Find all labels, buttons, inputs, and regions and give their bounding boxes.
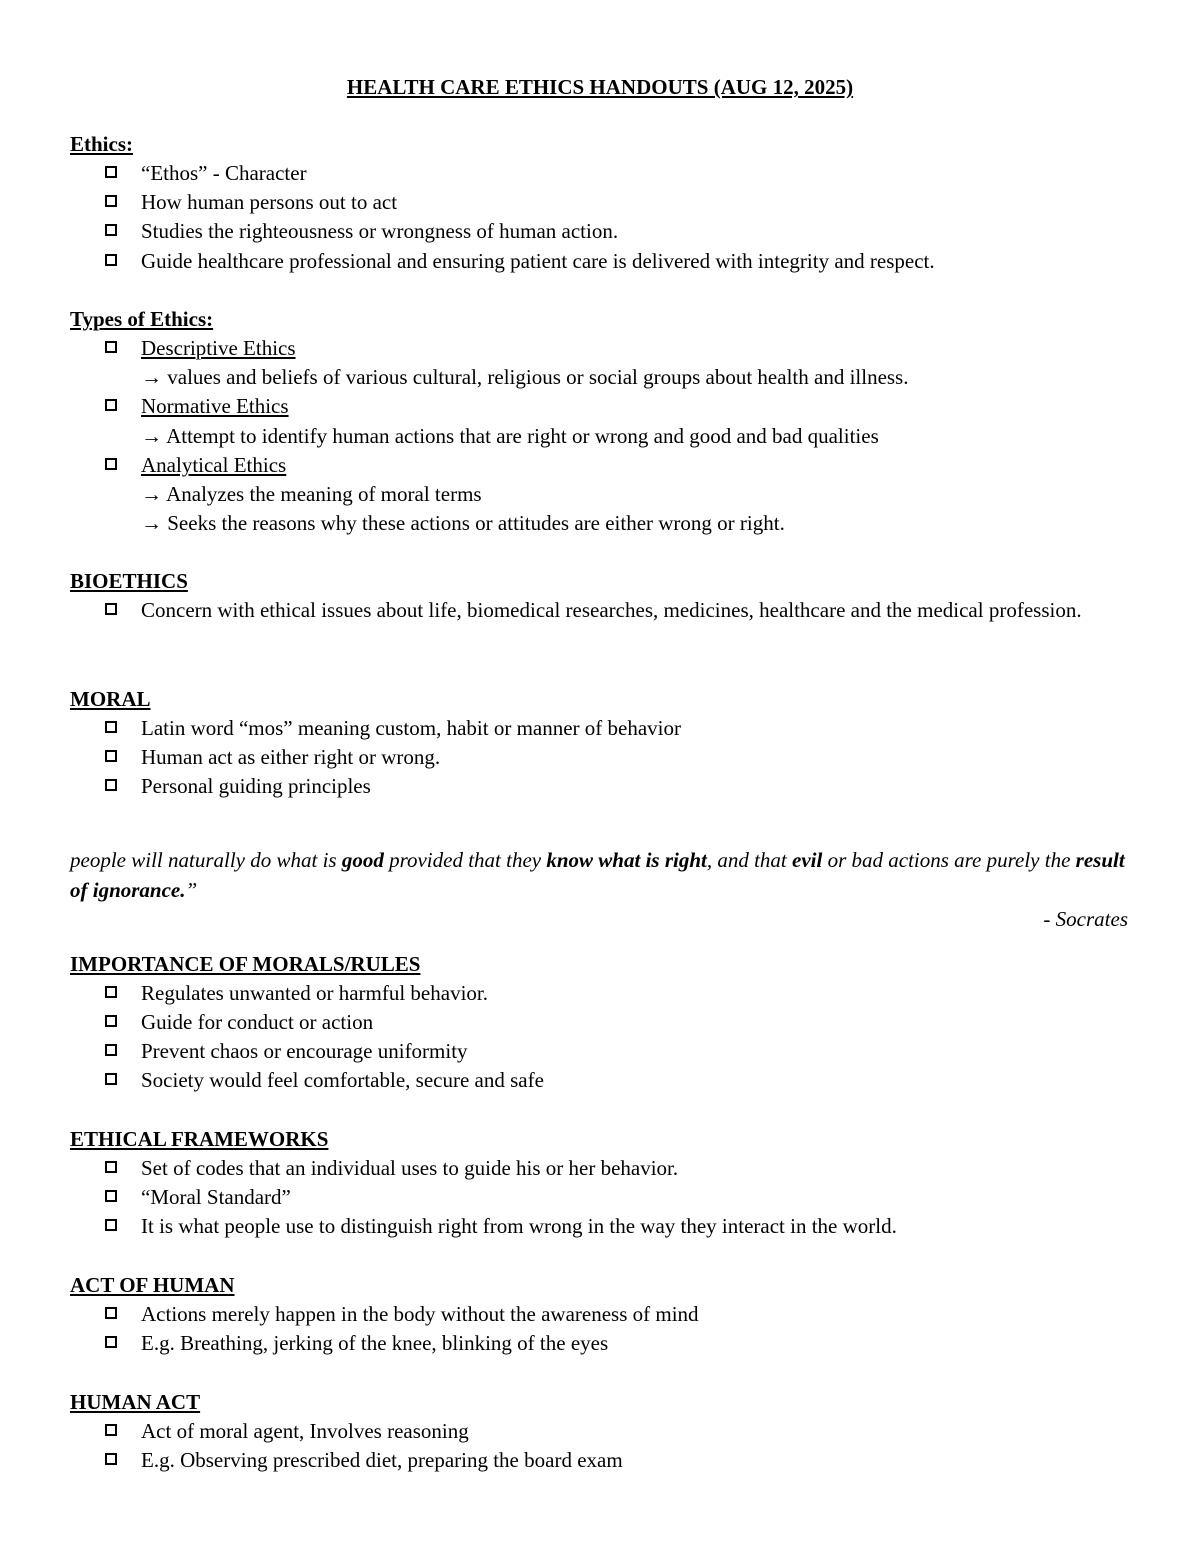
- handout-page: HEALTH CARE ETHICS HANDOUTS (AUG 12, 2025) Ethics: “Ethos” - Character How human persons out to act Studies the righteousness or wrongness of human action. Guide healthcare professional and ensuring patient care is delivered with integrity and respect. Types of Ethics: Descriptive Ethics → values and beliefs of various cultural, religious or social groups about health and illness. Normative Ethics → Attempt to identify human actions that are right or wrong and good and bad qualities Analytical Ethics → Analyzes the meaning of moral terms → Seeks the reasons why these actions or attitudes are either wrong or right. BIOETHICS Concern with ethical issues about life, biomedical researches, medicines, healthcare and the medical profession. MORAL Latin word “mos” meaning custom, habit or manner of behavior Human act as either right or wrong. Personal guiding principles people will naturally do what is good provided that they know what is right, and that evil or bad actions are purely the result of ignorance.” - Socrates IMPORTANCE OF MORALS/RULES Regulates unwanted or harmful behavior. Guide for conduct or action Prevent chaos or encourage uniformity Society would feel comfortable, secure and safe ETHICAL FRAMEWORKS Set of codes that an individual uses to guide his or her behavior. “Moral Standard” It is what people use to distinguish right from wrong in the way they interact in the world. ACT OF HUMAN Actions merely happen in the body without the awareness of mind E.g. Breathing, jerking of the knee, blinking of the eyes HUMAN ACT Act of moral agent, Involves reasoning E.g. Observing prescribed diet, preparing the board exam: [0, 0, 1200, 1553]
- checkbox-icon: [105, 603, 117, 615]
- checkbox-icon: [105, 1453, 117, 1465]
- checkbox-icon: [105, 750, 117, 762]
- socrates-quote: people will naturally do what is good provided that they know what is right, and that evil or bad actions are purely the result of ignorance.”: [70, 848, 1125, 902]
- checkbox-icon: [105, 721, 117, 733]
- section-heading-human-act: HUMAN ACT: [70, 1390, 201, 1414]
- section-heading-frameworks: ETHICAL FRAMEWORKS: [70, 1127, 329, 1151]
- checkbox-icon: [105, 224, 117, 236]
- checkbox-icon: [105, 1044, 117, 1056]
- checkbox-icon: [105, 1161, 117, 1173]
- sub-item: → Analyzes the meaning of moral terms: [141, 482, 482, 506]
- checkbox-icon: [105, 458, 117, 470]
- checkbox-icon: [105, 195, 117, 207]
- section-heading-act-of-human: ACT OF HUMAN: [70, 1273, 235, 1297]
- checkbox-icon: [105, 1219, 117, 1231]
- page-title: HEALTH CARE ETHICS HANDOUTS (AUG 12, 2025): [346, 75, 854, 99]
- checkbox-icon: [105, 986, 117, 998]
- checkbox-icon: [105, 1015, 117, 1027]
- checkbox-icon: [105, 1073, 117, 1085]
- checkbox-icon: [105, 399, 117, 411]
- section-heading-ethics: Ethics:: [70, 132, 133, 156]
- sub-item: → Seeks the reasons why these actions or attitudes are either wrong or right.: [141, 511, 785, 535]
- checkbox-icon: [105, 1424, 117, 1436]
- section-heading-moral: MORAL: [70, 687, 151, 711]
- checkbox-icon: [105, 1307, 117, 1319]
- section-heading-importance: IMPORTANCE OF MORALS/RULES: [70, 952, 421, 976]
- checkbox-icon: [105, 254, 117, 266]
- checkbox-icon: [105, 1336, 117, 1348]
- sub-item: → values and beliefs of various cultural, religious or social groups about health and illness.: [141, 365, 909, 389]
- sub-item: → Attempt to identify human actions that are right or wrong and good and bad qualities: [141, 424, 879, 448]
- checkbox-icon: [105, 1190, 117, 1202]
- checkbox-icon: [105, 166, 117, 178]
- checkbox-icon: [105, 341, 117, 353]
- section-heading-types: Types of Ethics:: [70, 307, 214, 331]
- section-heading-bioethics: BIOETHICS: [70, 569, 188, 593]
- quote-attribution: - Socrates: [1043, 907, 1128, 931]
- checkbox-icon: [105, 779, 117, 791]
